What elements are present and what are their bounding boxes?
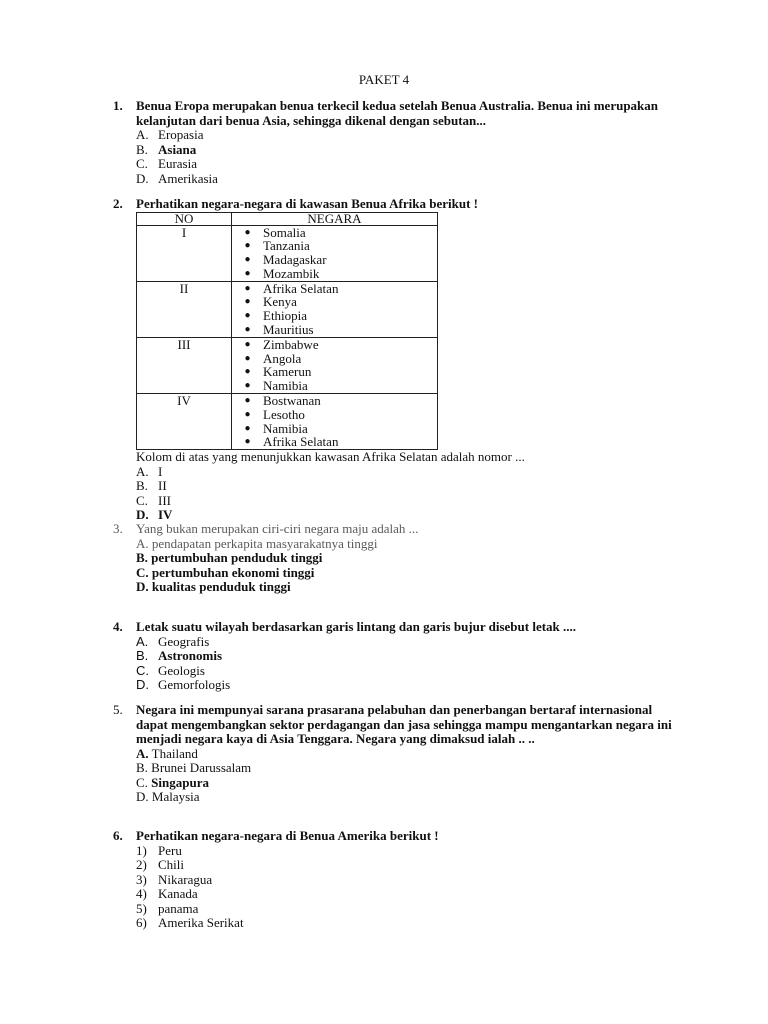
bullet-icon: ● bbox=[244, 422, 251, 434]
option-d: D. Gemorfologis bbox=[136, 677, 231, 692]
option-c: C. Singapura bbox=[136, 774, 209, 790]
option-d: D. Amerikasia bbox=[136, 170, 218, 186]
option-c: C. pertumbuhan ekonomi tinggi bbox=[136, 564, 315, 580]
table-row: IV ● Bostwanan ● Lesotho ● Namibia ● Afrika Selatan bbox=[137, 394, 438, 450]
option-a: A. Geografis bbox=[136, 633, 210, 649]
list-item: ● Namibia bbox=[232, 422, 437, 436]
question-text: Perhatikan negara-negara di kawasan Benua Afrika berikut ! bbox=[136, 196, 478, 211]
option-b: B. Astronomis bbox=[136, 648, 223, 663]
table-header-negara: NEGARA bbox=[232, 212, 438, 225]
bullet-icon: ● bbox=[244, 366, 251, 378]
option-c: C. Eurasia bbox=[136, 156, 197, 171]
list-item: 3) Nikaragua bbox=[136, 871, 213, 887]
bullet-icon: ● bbox=[244, 254, 251, 266]
option-c: C. III bbox=[136, 492, 171, 508]
option-a: A. Eropasia bbox=[136, 127, 204, 142]
bullet-icon: ● bbox=[244, 282, 251, 294]
list-item: 6) Amerika Serikat bbox=[136, 915, 244, 930]
question-text: Letak suatu wilayah berdasarkan garis lintang dan garis bujur disebut letak .... bbox=[136, 619, 577, 634]
bullet-icon: ● bbox=[244, 395, 251, 407]
bullet-icon: ● bbox=[244, 296, 251, 308]
list-item: ● Somalia bbox=[232, 226, 437, 240]
option-a: A. Thailand bbox=[136, 745, 198, 761]
bullet-icon: ● bbox=[244, 408, 251, 420]
list-item: ● Kamerun bbox=[232, 365, 437, 379]
question-3 bbox=[113, 522, 673, 595]
question-text: Perhatikan negara-negara di Benua Amerika berikut ! bbox=[136, 828, 439, 843]
question-number: 2. bbox=[113, 196, 123, 211]
option-d: D. IV bbox=[136, 507, 173, 523]
bullet-icon: ● bbox=[244, 380, 251, 392]
question-6 bbox=[113, 829, 673, 931]
list-item: ● Ethiopia bbox=[232, 309, 437, 323]
page-title: PAKET 4 bbox=[358, 72, 410, 87]
list-item: ● Angola bbox=[232, 352, 437, 366]
bullet-icon: ● bbox=[244, 226, 251, 238]
list-item: ● Lesotho bbox=[232, 408, 437, 422]
list-item: ● Madagaskar bbox=[232, 253, 437, 267]
option-c: C. Geologis bbox=[136, 662, 205, 678]
question-text: Yang bukan merupakan ciri-ciri negara maju adalah ... bbox=[136, 521, 419, 536]
list-item: 5) panama bbox=[136, 900, 199, 916]
option-d: D. Malaysia bbox=[136, 789, 200, 804]
question-number: 3. bbox=[113, 521, 123, 536]
list-item: ● Afrika Selatan bbox=[232, 435, 437, 449]
list-item: ● Bostwanan bbox=[232, 394, 437, 408]
question-prompt: Kolom di atas yang menunjukkan kawasan Afrika Selatan adalah nomor ... bbox=[136, 449, 525, 465]
bullet-icon: ● bbox=[244, 240, 251, 252]
option-d: D. kualitas penduduk tinggi bbox=[136, 579, 291, 594]
list-item: ● Mozambik bbox=[232, 267, 437, 281]
list-item: ● Kenya bbox=[232, 295, 437, 309]
option-b: B. II bbox=[136, 478, 167, 494]
list-item: 2) Chili bbox=[136, 857, 185, 872]
question-2 bbox=[113, 197, 673, 523]
question-text: Negara ini mempunyai sarana prasarana pelabuhan dan penerbangan bertaraf internasional dapat mengembangkan sektor perdagangan dan jasa sehingga mampu mengantarkan negara ini menjadi negara kaya di Asia Tenggara. Negara yang dimaksud ialah .. .. bbox=[136, 702, 672, 746]
question-number: 1. bbox=[113, 98, 123, 113]
question-1 bbox=[113, 99, 673, 186]
bullet-icon: ● bbox=[244, 338, 251, 350]
list-item: 1) Peru bbox=[136, 842, 182, 858]
bullet-icon: ● bbox=[244, 436, 251, 448]
bullet-icon: ● bbox=[244, 267, 251, 279]
list-item: ● Namibia bbox=[232, 379, 437, 393]
list-item: 4) Kanada bbox=[136, 886, 198, 901]
bullet-icon: ● bbox=[244, 324, 251, 336]
table-header-no: NO bbox=[137, 212, 232, 225]
question-4 bbox=[113, 620, 673, 693]
question-text: Benua Eropa merupakan benua terkecil kedua setelah Benua Australia. Benua ini merupakan kelanjutan dari benua Asia, sehingga dikenal dengan sebutan... bbox=[136, 98, 659, 128]
option-b: B. pertumbuhan penduduk tinggi bbox=[136, 550, 323, 565]
question-number: 6. bbox=[113, 828, 123, 843]
bullet-icon: ● bbox=[244, 310, 251, 322]
table-row: III ● Zimbabwe ● Angola ● Kamerun ● Namibia bbox=[137, 337, 438, 393]
country-table bbox=[136, 212, 438, 451]
question-number: 4. bbox=[113, 619, 123, 634]
option-b: B. Asiana bbox=[136, 141, 197, 157]
table-row: I ● Somalia ● Tanzania ● Madagaskar ● Mozambik bbox=[137, 225, 438, 281]
bullet-icon: ● bbox=[244, 352, 251, 364]
option-a: A. pendapatan perkapita masyarakatnya tinggi bbox=[136, 535, 378, 551]
list-item: ● Afrika Selatan bbox=[232, 282, 437, 296]
question-number: 5. bbox=[113, 702, 123, 717]
table-row: II ● Afrika Selatan ● Kenya ● Ethiopia ● Mauritius bbox=[137, 281, 438, 337]
list-item: ● Zimbabwe bbox=[232, 338, 437, 352]
question-5 bbox=[113, 703, 673, 805]
option-a: A. I bbox=[136, 463, 163, 479]
option-b: B. Brunei Darussalam bbox=[136, 760, 252, 775]
list-item: ● Mauritius bbox=[232, 323, 437, 337]
list-item: ● Tanzania bbox=[232, 239, 437, 253]
